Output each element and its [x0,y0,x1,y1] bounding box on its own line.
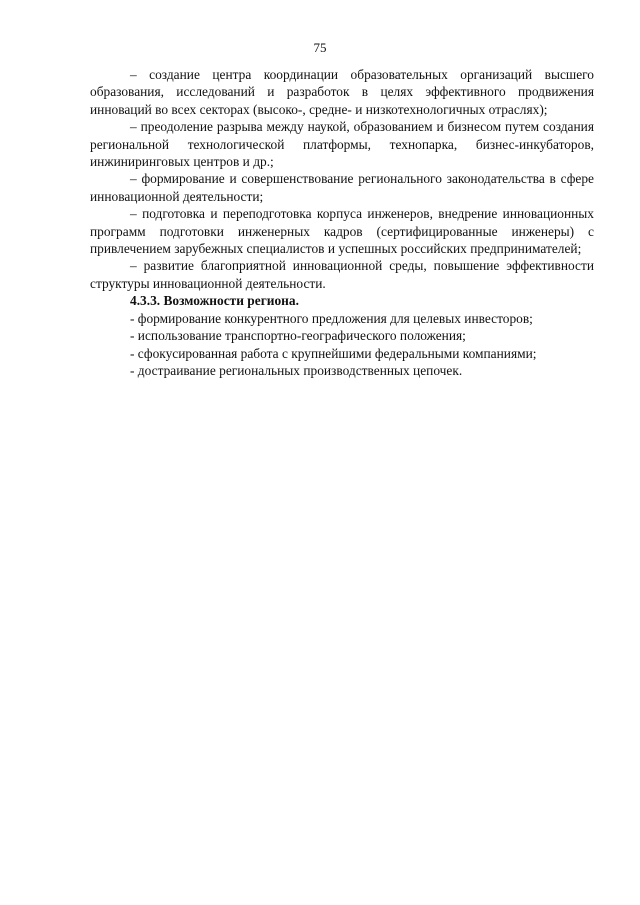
paragraph-engineer-training: – подготовка и переподготовка корпуса инженеров, внедрение инновационных программ подготовки инженерных кадров (сертифицированные инженеры) с привлечением зарубежных специалистов и успешных российских предпринимателей; [90,206,594,257]
opportunity-item: - использование транспортно-географического положения; [130,328,466,344]
page-number: 75 [313,40,327,55]
page-content [90,66,594,379]
section-heading: 4.3.3. Возможности региона. [130,293,299,309]
paragraph-bridging-gap: – преодоление разрыва между наукой, образованием и бизнесом путем создания региональной технологической платформы, технопарка, бизнес-инкубаторов, инжиниринговых центров и др.; [90,119,594,170]
paragraph-innovation-environment: – развитие благоприятной инновационной среды, повышение эффективности структуры инновационной деятельности. [90,258,594,291]
opportunity-item: - формирование конкурентного предложения для целевых инвесторов; [130,310,533,326]
opportunity-item: - достраивание региональных производственных цепочек. [130,362,463,378]
opportunity-item: - сфокусированная работа с крупнейшими федеральными компаниями; [130,345,537,361]
paragraph-legislation: – формирование и совершенствование регионального законодательства в сфере инновационной деятельности; [90,171,594,204]
paragraph-coordination-center: – создание центра координации образовательных организаций высшего образования, исследований и разработок в целях эффективного продвижения инноваций во всех секторах (высоко-, средне- и низкотехнологичных отраслях); [90,67,594,117]
